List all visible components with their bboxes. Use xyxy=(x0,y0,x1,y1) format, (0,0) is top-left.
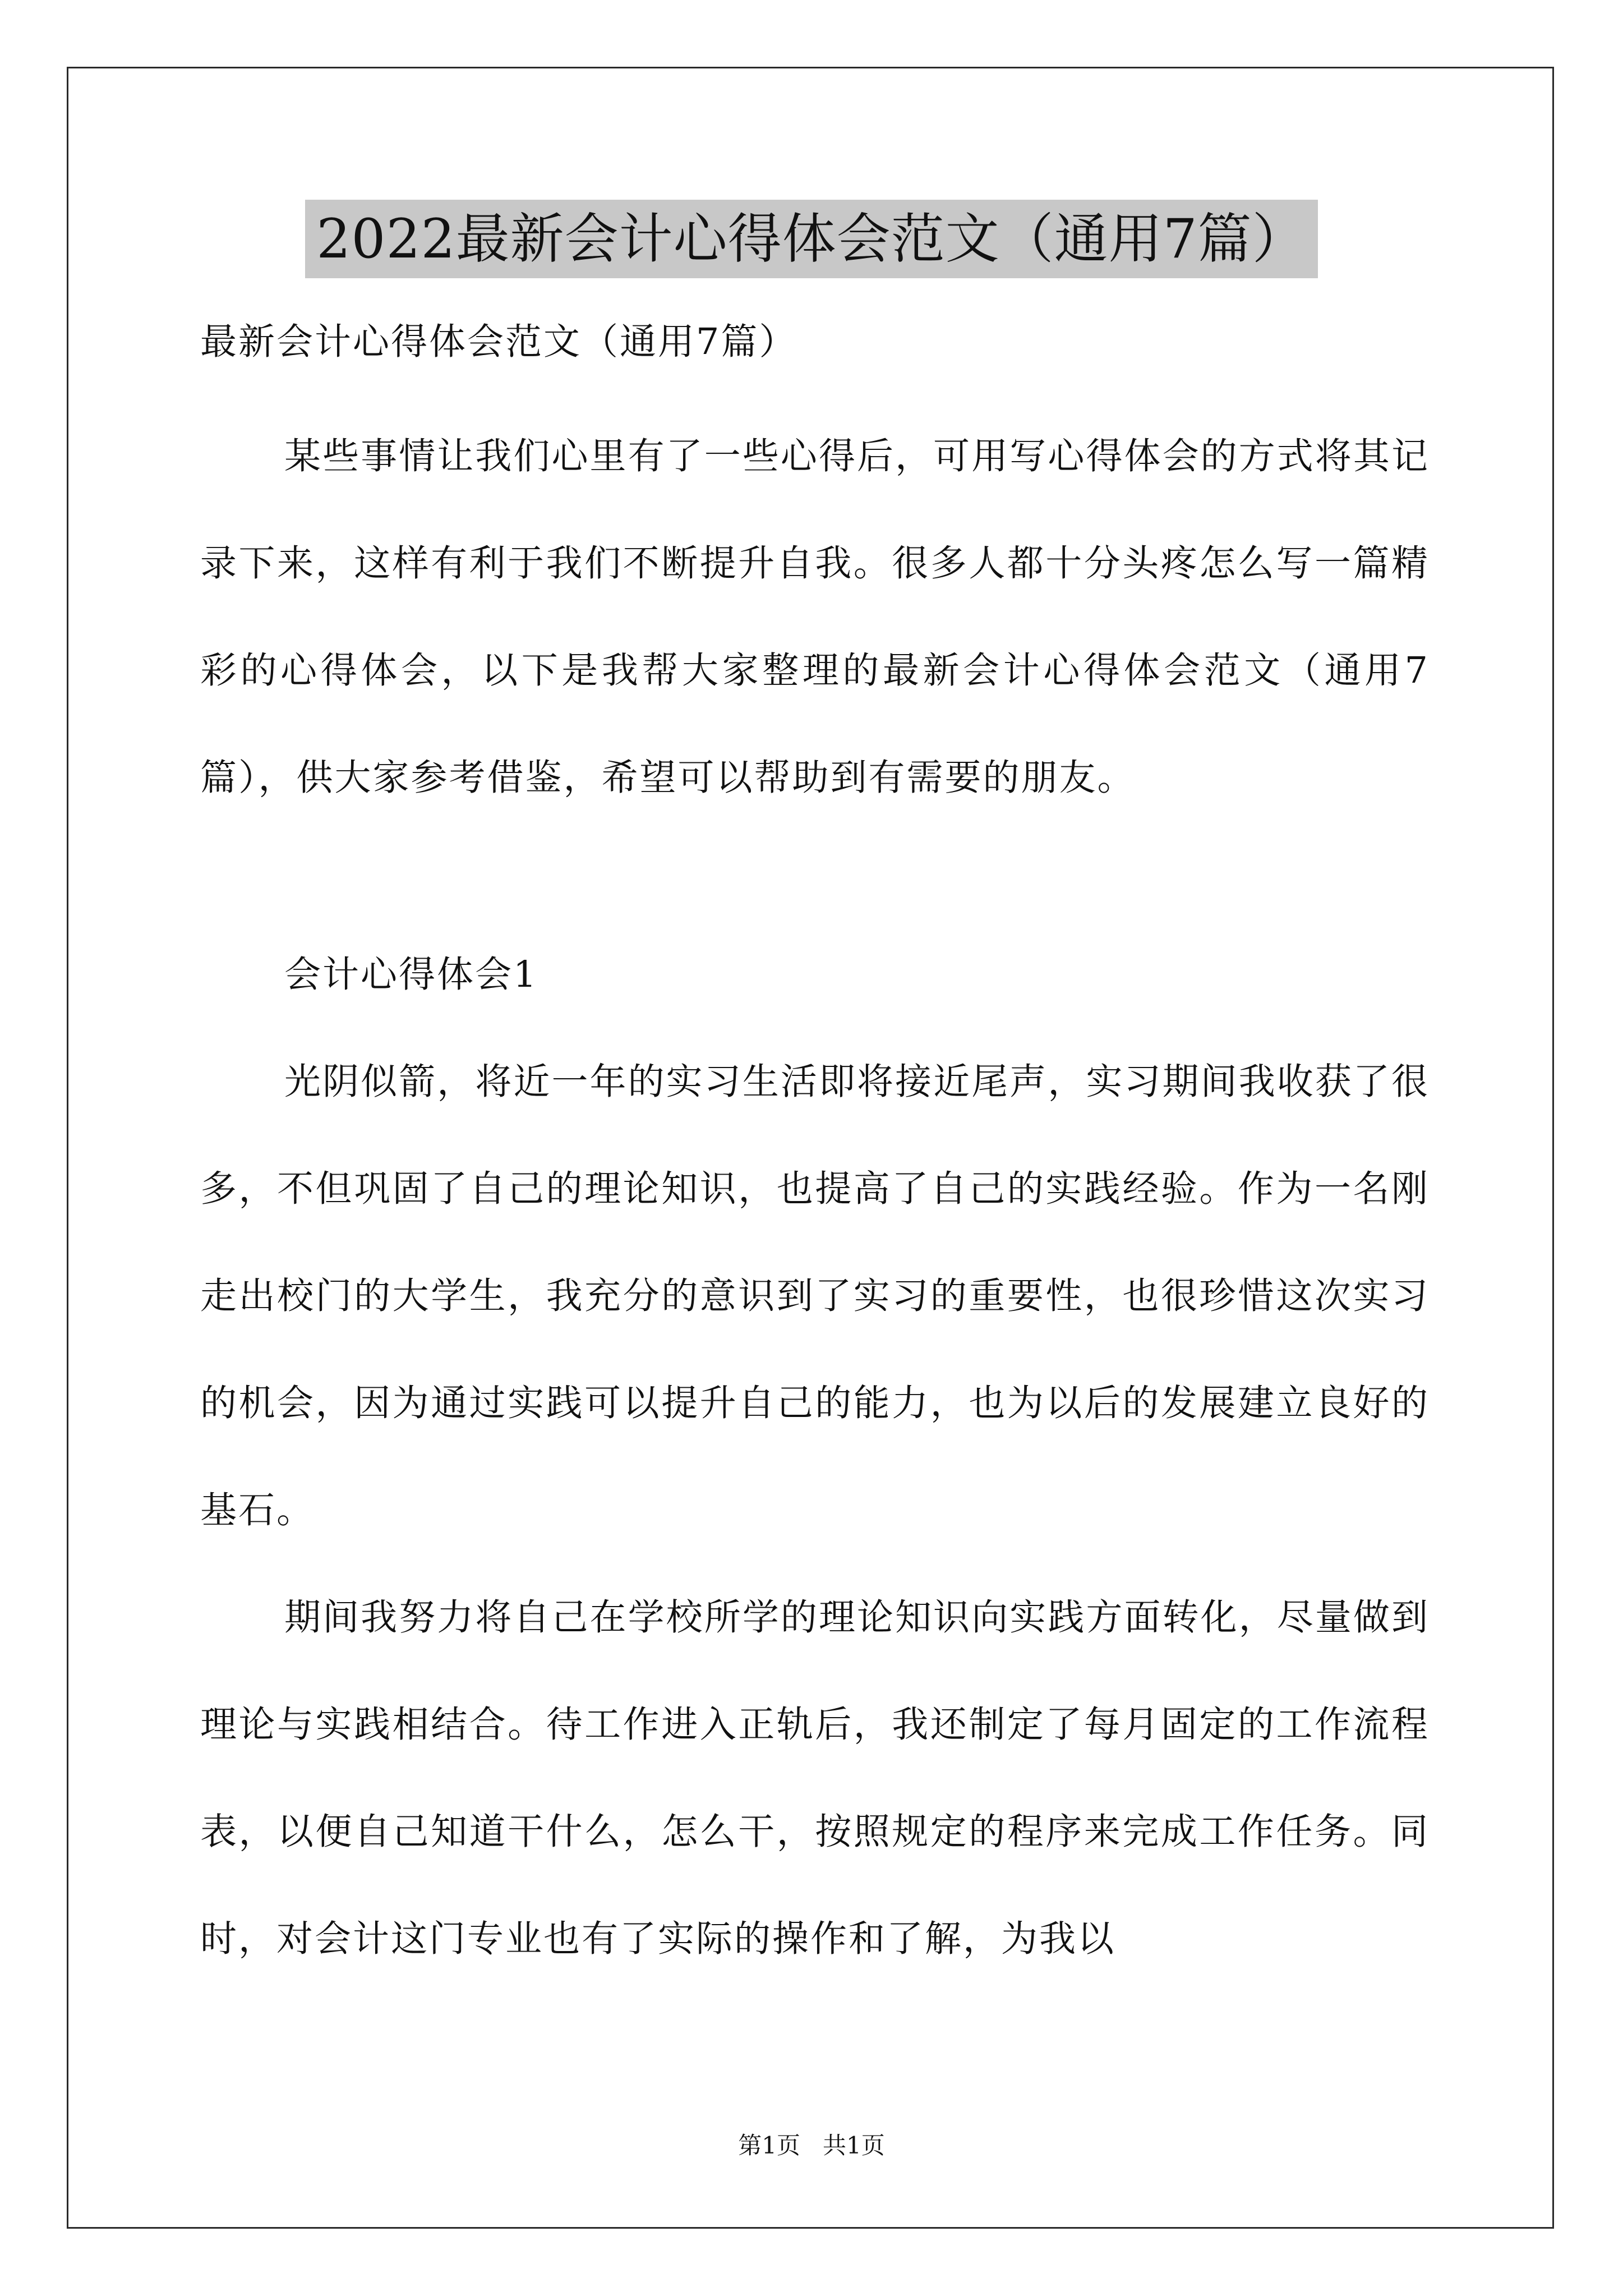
document-subtitle: 最新会计心得体会范文（通用7篇） xyxy=(200,321,797,363)
body-paragraph: 光阴似箭，将近一年的实习生活即将接近尾声，实习期间我收获了很多，不但巩固了自己的理论知识，也提高了自己的实践经验。作为一名刚走出校门的大学生，我充分的意识到了实习的重要性，也很珍惜这次实习的机会，因为通过实践可以提升自己的能力，也为以后的发展建立良好的基石。 xyxy=(200,1061,1430,1531)
section-spacer xyxy=(200,831,1430,921)
document-body xyxy=(200,314,1430,1993)
intro-paragraph: 某些事情让我们心里有了一些心得后，可用写心得体会的方式将其记录下来，这样有利于我们不断提升自我。很多人都十分头疼怎么写一篇精彩的心得体会，以下是我帮大家整理的最新会计心得体会范文（通用7篇），供大家参考借鉴，希望可以帮助到有需要的朋友。 xyxy=(200,435,1430,799)
document-title: 2022最新会计心得体会范文（通用7篇） xyxy=(305,200,1317,278)
section-heading: 会计心得体会1 xyxy=(284,954,538,996)
body-paragraph: 期间我努力将自己在学校所学的理论知识向实践方面转化，尽量做到理论与实践相结合。待工作进入正轨后，我还制定了每月固定的工作流程表，以便自己知道干什么，怎么干，按照规定的程序来完成工作任务。同时，对会计这门专业也有了实际的操作和了解，为我以 xyxy=(200,1596,1430,1960)
page-footer: 第1页 共1页 xyxy=(738,2132,885,2159)
title-container xyxy=(0,200,1623,278)
